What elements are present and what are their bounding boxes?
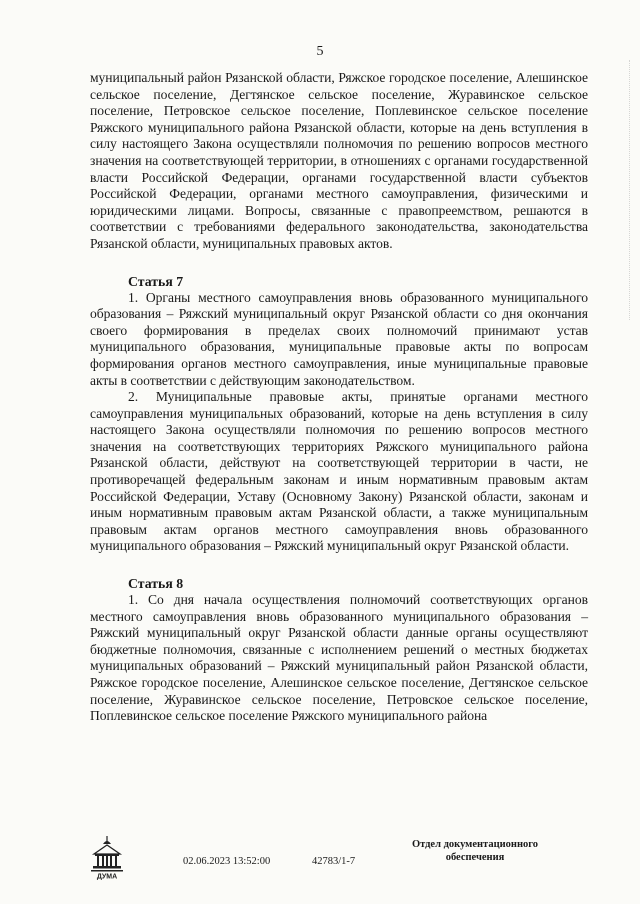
registration-number: 42783/1-7 — [312, 856, 356, 867]
department-label — [400, 838, 550, 864]
paragraph-continuation: муниципальный район Рязанской области, Ряжское городское поселение, Алешинское сельское поселение, Дегтянское сельское поселение, Журавинское сельское поселение, Петровское сельское поселение, Поплевинское сельское поселение Ряжского муниципального района Рязанской области, которые на день вступления в силу настоящего Закона осуществляли полномочия по решению вопросов местного значения на соответствующей территории, в отношениях с органами государственной власти Российской Федерации, органами государственной власти субъектов Российской Федерации, органами местного самоуправления, физическими и юридическими лицами. Вопросы, связанные с правопреемством, решаются в соответствии с требованиями федерального законодательства, законодательства Рязанской области, муниципальных правовых актов. — [90, 70, 588, 251]
document-body — [90, 70, 588, 725]
scan-edge-marks — [629, 60, 636, 320]
page-number: 5 — [316, 44, 324, 59]
department-line-1: Отдел документационного — [411, 839, 539, 850]
emblem-label: ДУМА — [96, 873, 118, 880]
timestamp: 02.06.2023 13:52:00 — [183, 856, 271, 867]
article-7-heading: Статья 7 — [128, 273, 184, 289]
article-7-paragraph-2: 2. Муниципальные правовые акты, принятые органами местного самоуправления муниципальных образований, которые на день вступления в силу настоящего Закона осуществляли полномочия по решению вопросов местного значения на соответствующих территориях Ряжского муниципального района Рязанской области, действуют на соответствующей территории в части, не противоречащей федеральным законам и иным нормативным правовым актам Российской Федерации, Уставу (Основному Закону) Рязанской области, законам и иным нормативным правовым актам Рязанской области, а также муниципальным правовым актам органов местного самоуправления вновь образованного муниципального образования – Ряжский муниципальный округ Рязанской области. — [90, 389, 588, 554]
article-8-paragraph-1: 1. Со дня начала осуществления полномочий соответствующих органов местного самоуправления вновь образованного муниципального образования – Ряжский муниципальный округ Рязанской области данные органы осуществляют бюджетные полномочия, связанные с исполнением решений о местных бюджетах муниципальных образований – Ряжский муниципальный район Рязанской области, Ряжское городское поселение, Алешинское сельское поселение, Дегтянское сельское поселение, Журавинское сельское поселение, Петровское сельское поселение, Поплевинское сельское поселение Ряжского муниципального района — [90, 592, 588, 724]
article-8-heading: Статья 8 — [128, 576, 184, 592]
department-line-2: обеспечения — [445, 852, 505, 863]
document-footer — [0, 822, 640, 902]
article-7-paragraph-1: 1. Органы местного самоуправления вновь образованного муниципального образования – Ряжский муниципальный округ Рязанской области со дня окончания своего формирования в пределах своих полномочий принимают устав муниципального образования, муниципальные правовые акты по вопросам формирования органов местного самоуправления, иные муниципальные правовые акты в соответствии с действующим законодательством. — [90, 289, 588, 388]
duma-building-icon — [86, 834, 128, 880]
